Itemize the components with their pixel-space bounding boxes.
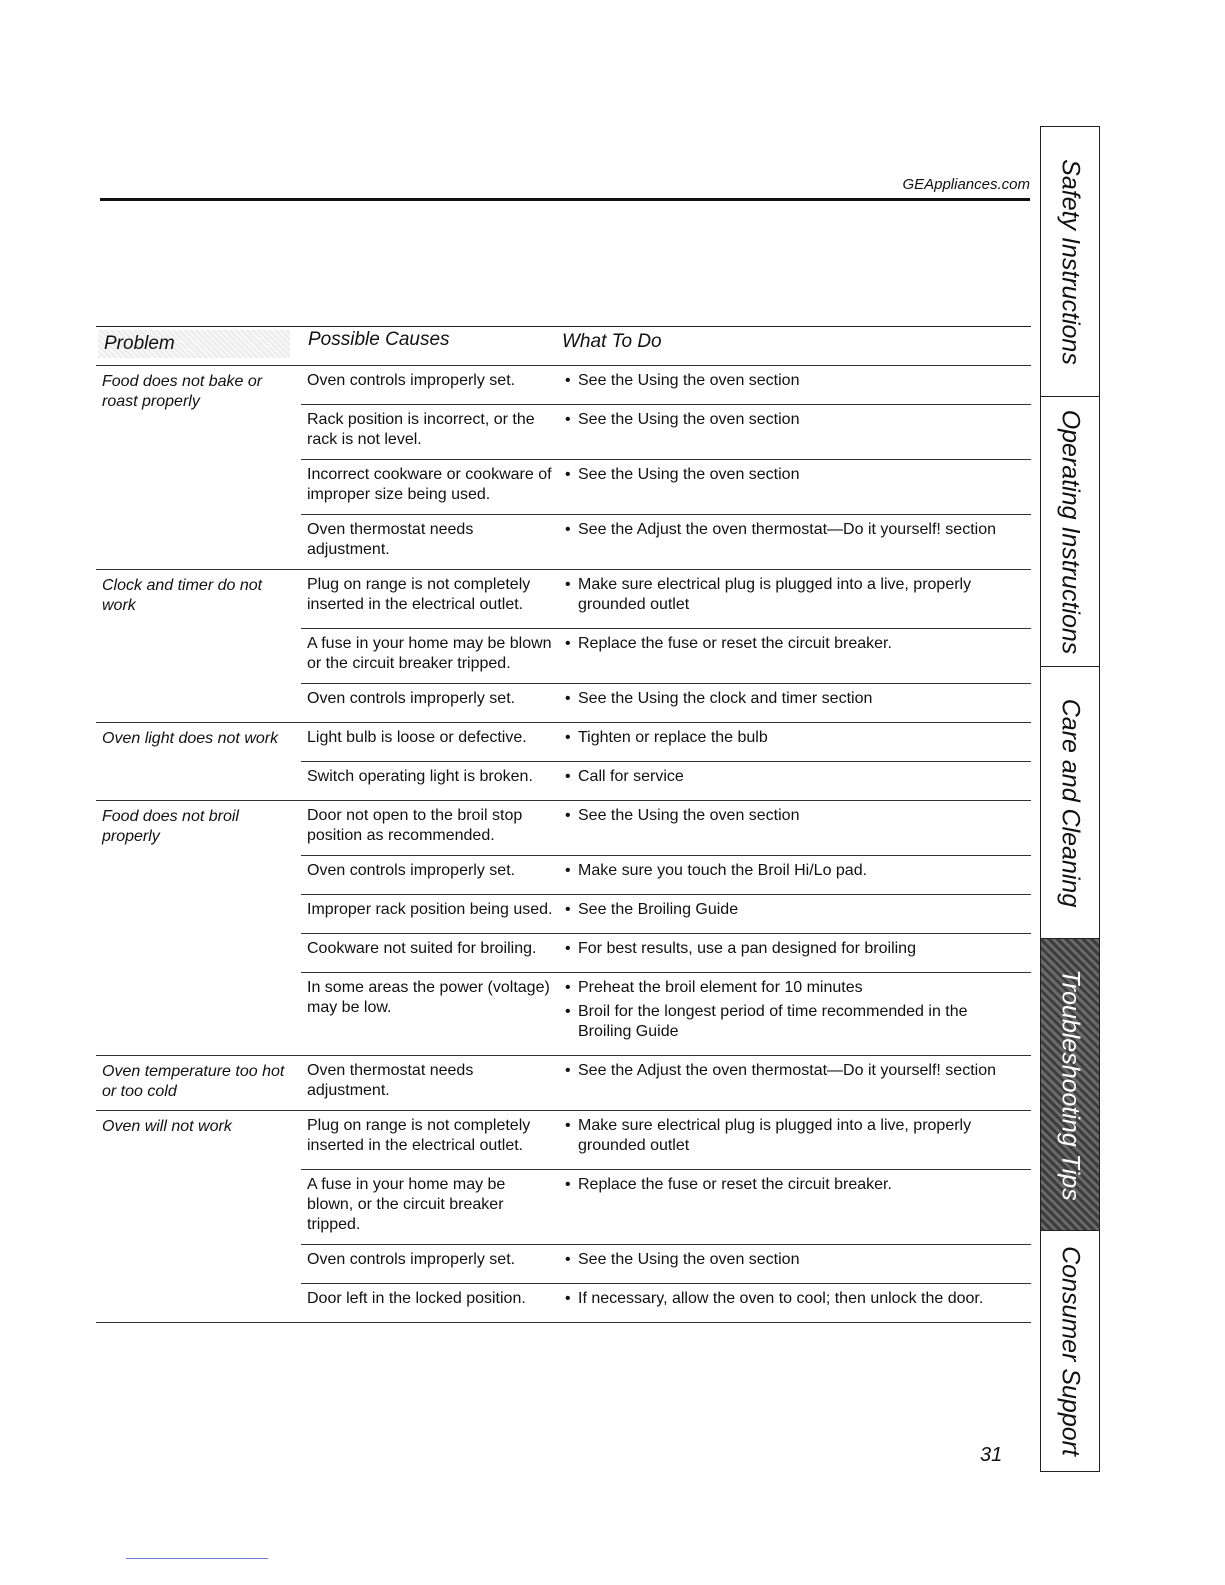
cause-rows — [301, 723, 1031, 800]
table-row — [301, 1169, 1031, 1244]
table-row — [301, 894, 1031, 933]
tab-troubleshooting-tips[interactable] — [1041, 939, 1099, 1231]
todo-item: • Call for service — [565, 767, 1025, 787]
possible-cause: Door not open to the broil stop position as recommended. — [307, 807, 523, 844]
what-to-do — [559, 366, 1031, 404]
possible-cause: Plug on range is not completely inserted in the electrical outlet. — [307, 576, 531, 613]
what-to-do — [559, 405, 1031, 459]
table-row — [301, 1111, 1031, 1169]
site-url: GEAppliances.com — [902, 176, 1030, 193]
problem-label: Oven light does not work — [102, 730, 279, 747]
todo-item: • For best results, use a pan designed for broiling — [565, 939, 1025, 959]
problem-group — [96, 1110, 1031, 1322]
problem-group — [96, 365, 1031, 569]
todo-item: • Replace the fuse or reset the circuit breaker. — [565, 1175, 1025, 1195]
what-to-do — [559, 460, 1031, 514]
todo-item: • See the Broiling Guide — [565, 900, 1025, 920]
todo-item: • See the Using the oven section — [565, 806, 1025, 826]
possible-cause: Oven thermostat needs adjustment. — [307, 1062, 474, 1099]
what-to-do — [559, 1056, 1031, 1110]
table-row — [301, 1283, 1031, 1322]
table-row — [301, 723, 1031, 761]
possible-cause: Light bulb is loose or defective. — [307, 729, 527, 746]
what-to-do — [559, 934, 1031, 972]
header-todo: What To Do — [562, 331, 662, 352]
cause-rows — [301, 570, 1031, 722]
table-row — [301, 1056, 1031, 1110]
what-to-do — [559, 762, 1031, 800]
tab-label: Consumer Support — [1056, 1246, 1085, 1456]
what-to-do — [559, 895, 1031, 933]
todo-item: • See the Using the clock and timer section — [565, 689, 1025, 709]
todo-item: • See the Using the oven section — [565, 465, 1025, 485]
header-problem: Problem — [98, 330, 290, 358]
possible-cause: Door left in the locked position. — [307, 1290, 526, 1307]
possible-cause: Rack position is incorrect, or the rack is not level. — [307, 411, 535, 448]
what-to-do — [559, 801, 1031, 855]
todo-item: • Make sure you touch the Broil Hi/Lo pad. — [565, 861, 1025, 881]
possible-cause: Oven controls improperly set. — [307, 372, 516, 389]
table-end-rule — [96, 1322, 1031, 1323]
possible-cause: Oven controls improperly set. — [307, 862, 516, 879]
problem-group — [96, 569, 1031, 722]
todo-item: • See the Adjust the oven thermostat—Do it yourself! section — [565, 520, 1025, 540]
possible-cause: Improper rack position being used. — [307, 901, 553, 918]
cause-rows — [301, 366, 1031, 569]
todo-item: • Broil for the longest period of time recommended in the Broiling Guide — [565, 1002, 1025, 1042]
possible-cause: A fuse in your home may be blown or the circuit breaker tripped. — [307, 635, 552, 672]
todo-item: • See the Using the oven section — [565, 1250, 1025, 1270]
possible-cause: Incorrect cookware or cookware of improper size being used. — [307, 466, 552, 503]
what-to-do — [559, 629, 1031, 683]
table-row — [301, 1244, 1031, 1283]
todo-item: • Replace the fuse or reset the circuit breaker. — [565, 634, 1025, 654]
problem-label: Oven temperature too hot or too cold — [102, 1063, 285, 1100]
possible-cause: In some areas the power (voltage) may be low. — [307, 979, 550, 1016]
todo-item: • See the Adjust the oven thermostat—Do it yourself! section — [565, 1061, 1025, 1081]
what-to-do — [559, 1170, 1031, 1244]
possible-cause: Oven thermostat needs adjustment. — [307, 521, 474, 558]
todo-item: • Make sure electrical plug is plugged into a live, properly grounded outlet — [565, 575, 1025, 615]
tab-label: Troubleshooting Tips — [1056, 968, 1085, 1201]
table-body — [96, 365, 1031, 1322]
what-to-do — [559, 723, 1031, 761]
possible-cause: Oven controls improperly set. — [307, 690, 516, 707]
possible-cause: Cookware not suited for broiling. — [307, 940, 537, 957]
problem-label: Clock and timer do not work — [102, 577, 263, 614]
table-row — [301, 801, 1031, 855]
tab-consumer-support[interactable] — [1041, 1231, 1099, 1471]
tab-operating-instructions[interactable] — [1041, 397, 1099, 667]
tab-safety-instructions[interactable] — [1041, 127, 1099, 397]
problem-group — [96, 1055, 1031, 1110]
todo-item: • See the Using the oven section — [565, 371, 1025, 391]
todo-item: • See the Using the oven section — [565, 410, 1025, 430]
tab-care-and-cleaning[interactable] — [1041, 667, 1099, 939]
problem-label: Food does not broil properly — [102, 808, 239, 845]
what-to-do — [559, 570, 1031, 628]
todo-item: • Make sure electrical plug is plugged into a live, properly grounded outlet — [565, 1116, 1025, 1156]
todo-item: • If necessary, allow the oven to cool; then unlock the door. — [565, 1289, 1025, 1309]
possible-cause: Switch operating light is broken. — [307, 768, 533, 785]
bottom-line — [126, 1558, 268, 1559]
tab-label: Care and Cleaning — [1056, 698, 1085, 907]
table-row — [301, 683, 1031, 722]
table-row — [301, 366, 1031, 404]
what-to-do — [559, 684, 1031, 722]
table-row — [301, 933, 1031, 972]
table-row — [301, 404, 1031, 459]
table-row — [301, 761, 1031, 800]
tab-label: Safety Instructions — [1056, 158, 1085, 365]
page-number: 31 — [980, 1444, 1003, 1466]
table-row — [301, 628, 1031, 683]
what-to-do — [559, 973, 1031, 1055]
troubleshooting-table — [96, 326, 1031, 1323]
what-to-do — [559, 856, 1031, 894]
table-row — [301, 459, 1031, 514]
todo-item: • Preheat the broil element for 10 minutes — [565, 978, 1025, 998]
table-row — [301, 972, 1031, 1055]
cause-rows — [301, 801, 1031, 1055]
table-header — [96, 326, 1031, 365]
what-to-do — [559, 515, 1031, 569]
section-tabs — [1040, 126, 1100, 1472]
cause-rows — [301, 1056, 1031, 1110]
problem-label: Food does not bake or roast properly — [102, 373, 263, 410]
possible-cause: A fuse in your home may be blown, or the circuit breaker tripped. — [307, 1176, 506, 1233]
header-rule — [100, 198, 1030, 201]
todo-item: • Tighten or replace the bulb — [565, 728, 1025, 748]
tab-label: Operating Instructions — [1056, 409, 1085, 654]
problem-label: Oven will not work — [102, 1118, 232, 1135]
table-row — [301, 514, 1031, 569]
problem-group — [96, 722, 1031, 800]
what-to-do — [559, 1284, 1031, 1322]
cause-rows — [301, 1111, 1031, 1322]
header-causes: Possible Causes — [308, 329, 450, 350]
problem-group — [96, 800, 1031, 1055]
table-row — [301, 855, 1031, 894]
possible-cause: Plug on range is not completely inserted in the electrical outlet. — [307, 1117, 531, 1154]
what-to-do — [559, 1245, 1031, 1283]
table-row — [301, 570, 1031, 628]
what-to-do — [559, 1111, 1031, 1169]
possible-cause: Oven controls improperly set. — [307, 1251, 516, 1268]
